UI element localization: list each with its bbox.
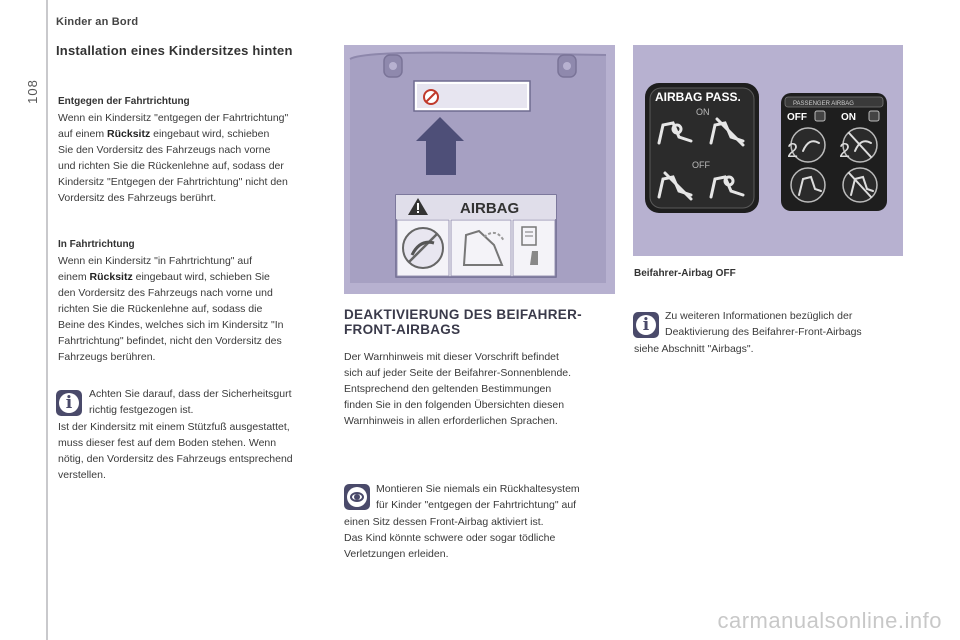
airbag-label: AIRBAG <box>460 200 520 217</box>
panel-title: AIRBAG PASS. <box>655 90 741 104</box>
seatbelt-note: Achten Sie darauf, dass der Sicherheitsgurt richtig festgezogen ist. <box>89 388 292 416</box>
passenger-airbag-strip: PASSENGER AIRBAG <box>793 101 854 107</box>
info-icon <box>56 390 82 416</box>
airbag-off-caption: Beifahrer-Airbag OFF <box>634 268 736 279</box>
page-number: 108 <box>24 79 40 104</box>
sun-visor-illustration <box>344 45 615 294</box>
deactivation-heading: DEAKTIVIERUNG DES BEIFAHRER- FRONT-AIRBAGS <box>344 307 582 337</box>
chapter-title: Kinder an Bord <box>56 16 139 28</box>
rear-facing-paragraph: Wenn ein Kindersitz "entgegen der Fahrtrichtung" auf einem Rücksitz eingebaut wird, schieben Sie den Vordersitz des Fahrzeugs nach vorne und richten Sie die Rückenlehne auf, sodass der Kindersitz "Entgegen der Fahrtrichtung" nicht den Vordersitz des Fahrzeugs berührt. <box>58 112 289 204</box>
sun-visor-drawing <box>344 45 615 294</box>
more-info-note: Zu weiteren Informationen bezüglich der Deaktivierung des Beifahrer-Front-Airbags <box>665 310 862 338</box>
section-title: Installation eines Kindersitzes hinten <box>56 43 293 58</box>
watermark: carmanualsonline.info <box>717 608 942 633</box>
airbag-switch-drawing <box>633 45 903 256</box>
button-on-label: ON <box>841 112 856 123</box>
warning-note-body: einen Sitz dessen Front-Airbag aktiviert ist. Das Kind könnte schwere oder sogar tödliche Verletzungen erleiden. <box>344 516 556 560</box>
switch-digit-right: 2 <box>839 140 851 162</box>
forward-facing-paragraph: Wenn ein Kindersitz "in Fahrtrichtung" auf einem Rücksitz eingebaut wird, schieben Sie den Vordersitz des Fahrzeugs nach vorne und richten Sie die Rückenlehne auf, sodass die Beine des Kindes, welches sich im Kindersitz "In Fahrtrichtung" befindet, nicht den Vordersitz des Fahrzeugs berühren. <box>58 255 284 363</box>
deactivation-paragraph: Der Warnhinweis mit dieser Vorschrift befindet sich auf jeder Seite der Beifahrer-Sonnenblende. Entsprechend den geltenden Bestimmungen finden Sie in den folgenden Übersichten diesen Warnhinweis in allen erforderlichen Sprachen. <box>344 351 572 427</box>
forward-facing-heading: In Fahrtrichtung <box>58 239 135 250</box>
airbag-switch-illustration <box>633 45 903 256</box>
panel-off-label: OFF <box>692 160 710 170</box>
info-icon <box>633 312 659 338</box>
switch-digit-left: 2 <box>787 140 799 162</box>
rear-facing-heading: Entgegen der Fahrtrichtung <box>58 96 190 107</box>
button-off-label: OFF <box>787 112 807 123</box>
support-leg-note: Ist der Kindersitz mit einem Stützfuß ausgestattet, muss dieser fest auf dem Boden stehen. Wenn nötig, den Vordersitz des Fahrzeugs entsprechend verstellen. <box>58 421 293 481</box>
warning-note-intro: Montieren Sie niemals ein Rückhaltesystem für Kinder "entgegen der Fahrtrichtung" auf <box>376 483 580 511</box>
eye-icon <box>344 484 370 510</box>
page-margin-bar <box>46 0 48 640</box>
panel-on-label: ON <box>696 107 710 117</box>
see-airbags-section: siehe Abschnitt "Airbags". <box>634 343 754 355</box>
